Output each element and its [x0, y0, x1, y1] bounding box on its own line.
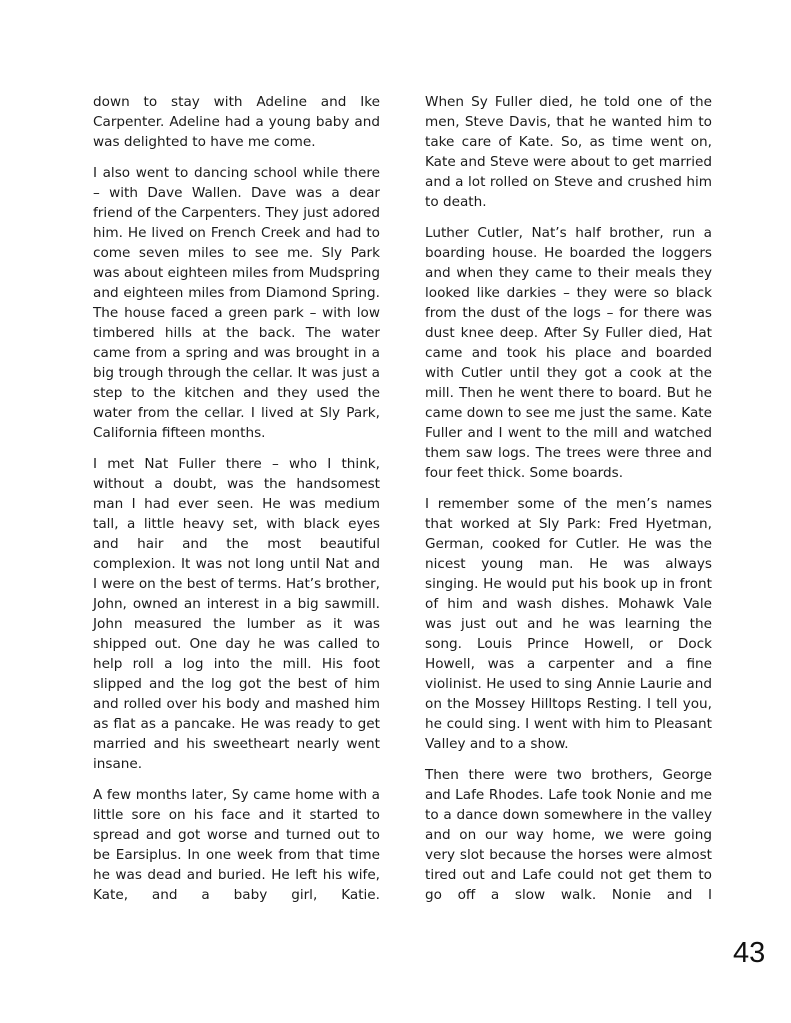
paragraph-right-3: I remember some of the men’s names that worked at Sly Park: Fred Hyetman, German, cooked for Cutler. He was the nicest young man. He was always singing. He would put his book up in front of him and wash dishes. Mohawk Vale was just out and he was learning the song. Louis Prince Howell, or Dock Howell, was a carpenter and a fine violinist. He used to sing Annie Laurie and on the Mossey Hilltops Resting. I tell you, he could sing. I went with him to Pleasant Valley and to a show. [425, 496, 712, 752]
paragraph-right-4: Then there were two brothers, George and Lafe Rhodes. Lafe took Nonie and me to a dance down somewhere in the valley and on our way home, we were going very slot because the horses were almost tired out and Lafe could not get them to go off a slow walk. Nonie and I [425, 767, 712, 903]
paragraph-left-4: A few months later, Sy came home with a little sore on his face and it started to spread and got worse and turned out to be Earsiplus. In one week from that time he was dead and buried. He left his wife, Kate, and a baby girl, Katie. [93, 787, 380, 903]
paragraph-right-1: When Sy Fuller died, he told one of the men, Steve Davis, that he wanted him to take care of Kate. So, as time went on, Kate and Steve were about to get married and a lot rolled on Steve and crushed him to death. [425, 94, 712, 210]
right-text-column [425, 92, 712, 916]
page-number: 43 [733, 937, 766, 969]
left-text-column [93, 92, 380, 916]
paragraph-right-2: Luther Cutler, Nat’s half brother, run a boarding house. He boarded the loggers and when they came to their meals they looked like darkies – they were so black from the dust of the logs – for there was dust knee deep. After Sy Fuller died, Hat came and took his place and boarded with Cutler until they got a cook at the mill. Then he went there to board. But he came down to see me just the same. Kate Fuller and I went to the mill and watched them saw logs. The trees were three and four feet thick. Some boards. [425, 225, 712, 481]
paragraph-left-1: down to stay with Adeline and Ike Carpenter. Adeline had a young baby and was delighted to have me come. [93, 94, 380, 150]
paragraph-left-2: I also went to dancing school while there – with Dave Wallen. Dave was a dear friend of the Carpenters. They just adored him. He lived on French Creek and had to come seven miles to see me. Sly Park was about eighteen miles from Mudspring and eighteen miles from Diamond Spring. The house faced a green park – with low timbered hills at the back. The water came from a spring and was brought in a big trough through the cellar. It was just a step to the kitchen and they used the water from the cellar. I lived at Sly Park, California fifteen months. [93, 165, 380, 441]
paragraph-left-3: I met Nat Fuller there – who I think, without a doubt, was the handsomest man I had ever seen. He was medium tall, a little heavy set, with black eyes and hair and the most beautiful complexion. It was not long until Nat and I were on the best of terms. Hat’s brother, John, owned an interest in a big sawmill. John measured the lumber as it was shipped out. One day he was called to help roll a log into the mill. His foot slipped and the log got the best of him and rolled over his body and mashed him as flat as a pancake. He was ready to get married and his sweetheart nearly went insane. [93, 456, 380, 772]
